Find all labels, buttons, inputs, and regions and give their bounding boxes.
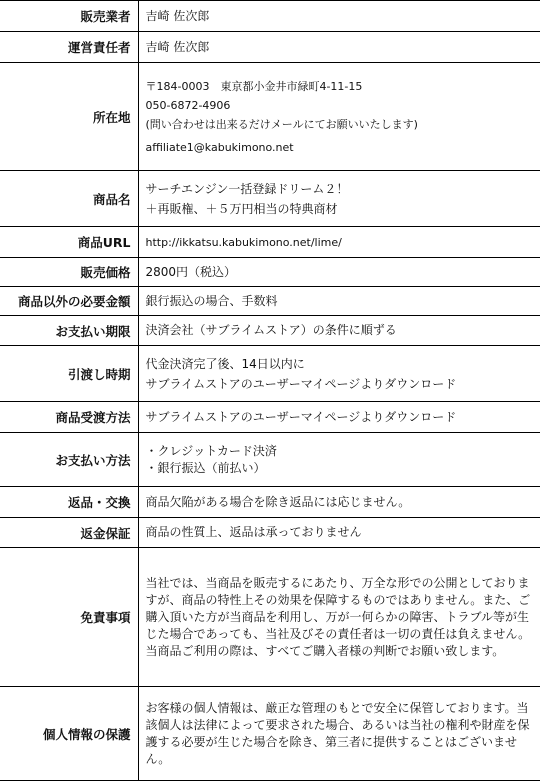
value-operator bbox=[138, 32, 540, 63]
row-extra-fees bbox=[0, 287, 540, 316]
payment-method-card: ・クレジットカード決済 bbox=[145, 443, 277, 458]
row-address bbox=[0, 63, 540, 171]
row-seller bbox=[0, 1, 540, 32]
row-disclaimer bbox=[0, 548, 540, 687]
seller-name: 吉崎 佐次郎 bbox=[145, 8, 210, 23]
value-delivery-time bbox=[138, 346, 540, 402]
phone-number: 050-6872-4906 bbox=[145, 98, 231, 112]
value-delivery-method bbox=[138, 402, 540, 433]
payment-deadline-text: 決済会社（サブライムストア）の条件に順ずる bbox=[145, 323, 397, 337]
label-price: 販売価格 bbox=[0, 258, 138, 287]
privacy-text: お客様の個人情報は、厳正な管理のもとで安全に保管しております。当該個人は法律によって要求された場合、あるいは当社の権利や財産を保護する必要が生じた場合を除き、第三者に提供することはございません。 bbox=[145, 700, 530, 766]
label-payment-deadline: お支払い期限 bbox=[0, 316, 138, 346]
label-product-name: 商品名 bbox=[0, 171, 138, 227]
product-url: http://ikkatsu.kabukimono.net/lime/ bbox=[145, 235, 342, 249]
label-returns: 返品・交換 bbox=[0, 487, 138, 518]
postal-address: 〒184-0003 東京都小金井市緑町4-11-15 bbox=[145, 79, 363, 93]
value-seller bbox=[138, 1, 540, 32]
value-payment-deadline bbox=[138, 316, 540, 346]
label-seller: 販売業者 bbox=[0, 1, 138, 32]
label-privacy: 個人情報の保護 bbox=[0, 687, 138, 781]
value-disclaimer bbox=[138, 548, 540, 687]
label-delivery-method: 商品受渡方法 bbox=[0, 402, 138, 433]
row-product-name bbox=[0, 171, 540, 227]
label-refund-guarantee: 返金保証 bbox=[0, 518, 138, 548]
disclaimer-text: 当社では、当商品を販売するにあたり、万全な形での公開としておりますが、商品の特性上その効果を保障するものではありません。また、ご購入頂いた方が当商品を利用し、万が一何らかの障害、トラブル等が生じた場合であっても、当社及びその責任者は一切の責任は負えません。当商品ご利用の際は、すべてご購入者様の判断でお願い致します。 bbox=[145, 575, 531, 658]
value-refund-guarantee bbox=[138, 518, 540, 548]
email-address: affiliate1@kabukimono.net bbox=[145, 140, 294, 154]
delivery-time-line-1: 代金決済完了後、14日以内に bbox=[145, 356, 305, 371]
extra-fees-text: 銀行振込の場合、手数料 bbox=[145, 293, 278, 308]
value-extra-fees bbox=[138, 287, 540, 316]
value-product-name bbox=[138, 171, 540, 227]
label-address: 所在地 bbox=[0, 63, 138, 171]
value-price bbox=[138, 258, 540, 287]
label-extra-fees: 商品以外の必要金額 bbox=[0, 287, 138, 316]
row-payment-deadline bbox=[0, 316, 540, 346]
row-refund-guarantee bbox=[0, 518, 540, 548]
row-returns bbox=[0, 487, 540, 518]
value-returns bbox=[138, 487, 540, 518]
row-operator bbox=[0, 32, 540, 63]
value-product-url bbox=[138, 227, 540, 258]
operator-name: 吉崎 佐次郎 bbox=[145, 39, 210, 54]
value-payment-method bbox=[138, 433, 540, 487]
row-delivery-method bbox=[0, 402, 540, 433]
row-privacy bbox=[0, 687, 540, 781]
refund-guarantee-text: 商品の性質上、返品は承っておりません bbox=[145, 525, 362, 539]
payment-method-bank: ・銀行振込（前払い） bbox=[145, 460, 266, 475]
value-address bbox=[138, 63, 540, 171]
delivery-method-text: サブライムストアのユーザーマイページよりダウンロード bbox=[145, 409, 457, 424]
value-privacy bbox=[138, 687, 540, 781]
row-payment-method bbox=[0, 433, 540, 487]
label-product-url: 商品URL bbox=[0, 227, 138, 258]
row-price bbox=[0, 258, 540, 287]
label-disclaimer: 免責事項 bbox=[0, 548, 138, 687]
label-delivery-time: 引渡し時期 bbox=[0, 346, 138, 402]
delivery-time-line-2: サブライムストアのユーザーマイページよりダウンロード bbox=[145, 376, 457, 391]
label-payment-method: お支払い方法 bbox=[0, 433, 138, 487]
product-name-line-2: ＋再販権、＋５万円相当の特典商材 bbox=[145, 201, 338, 216]
returns-text: 商品欠陥がある場合を除き返品には応じません。 bbox=[145, 494, 411, 509]
label-operator: 運営責任者 bbox=[0, 32, 138, 63]
row-delivery-time bbox=[0, 346, 540, 402]
price-text: 2800円（税込） bbox=[145, 264, 237, 279]
product-name-line-1: サーチエンジン一括登録ドリーム２！ bbox=[145, 181, 349, 196]
row-product-url bbox=[0, 227, 540, 258]
contact-note: (問い合わせは出来るだけメールにてお願いいたします) bbox=[145, 117, 418, 131]
